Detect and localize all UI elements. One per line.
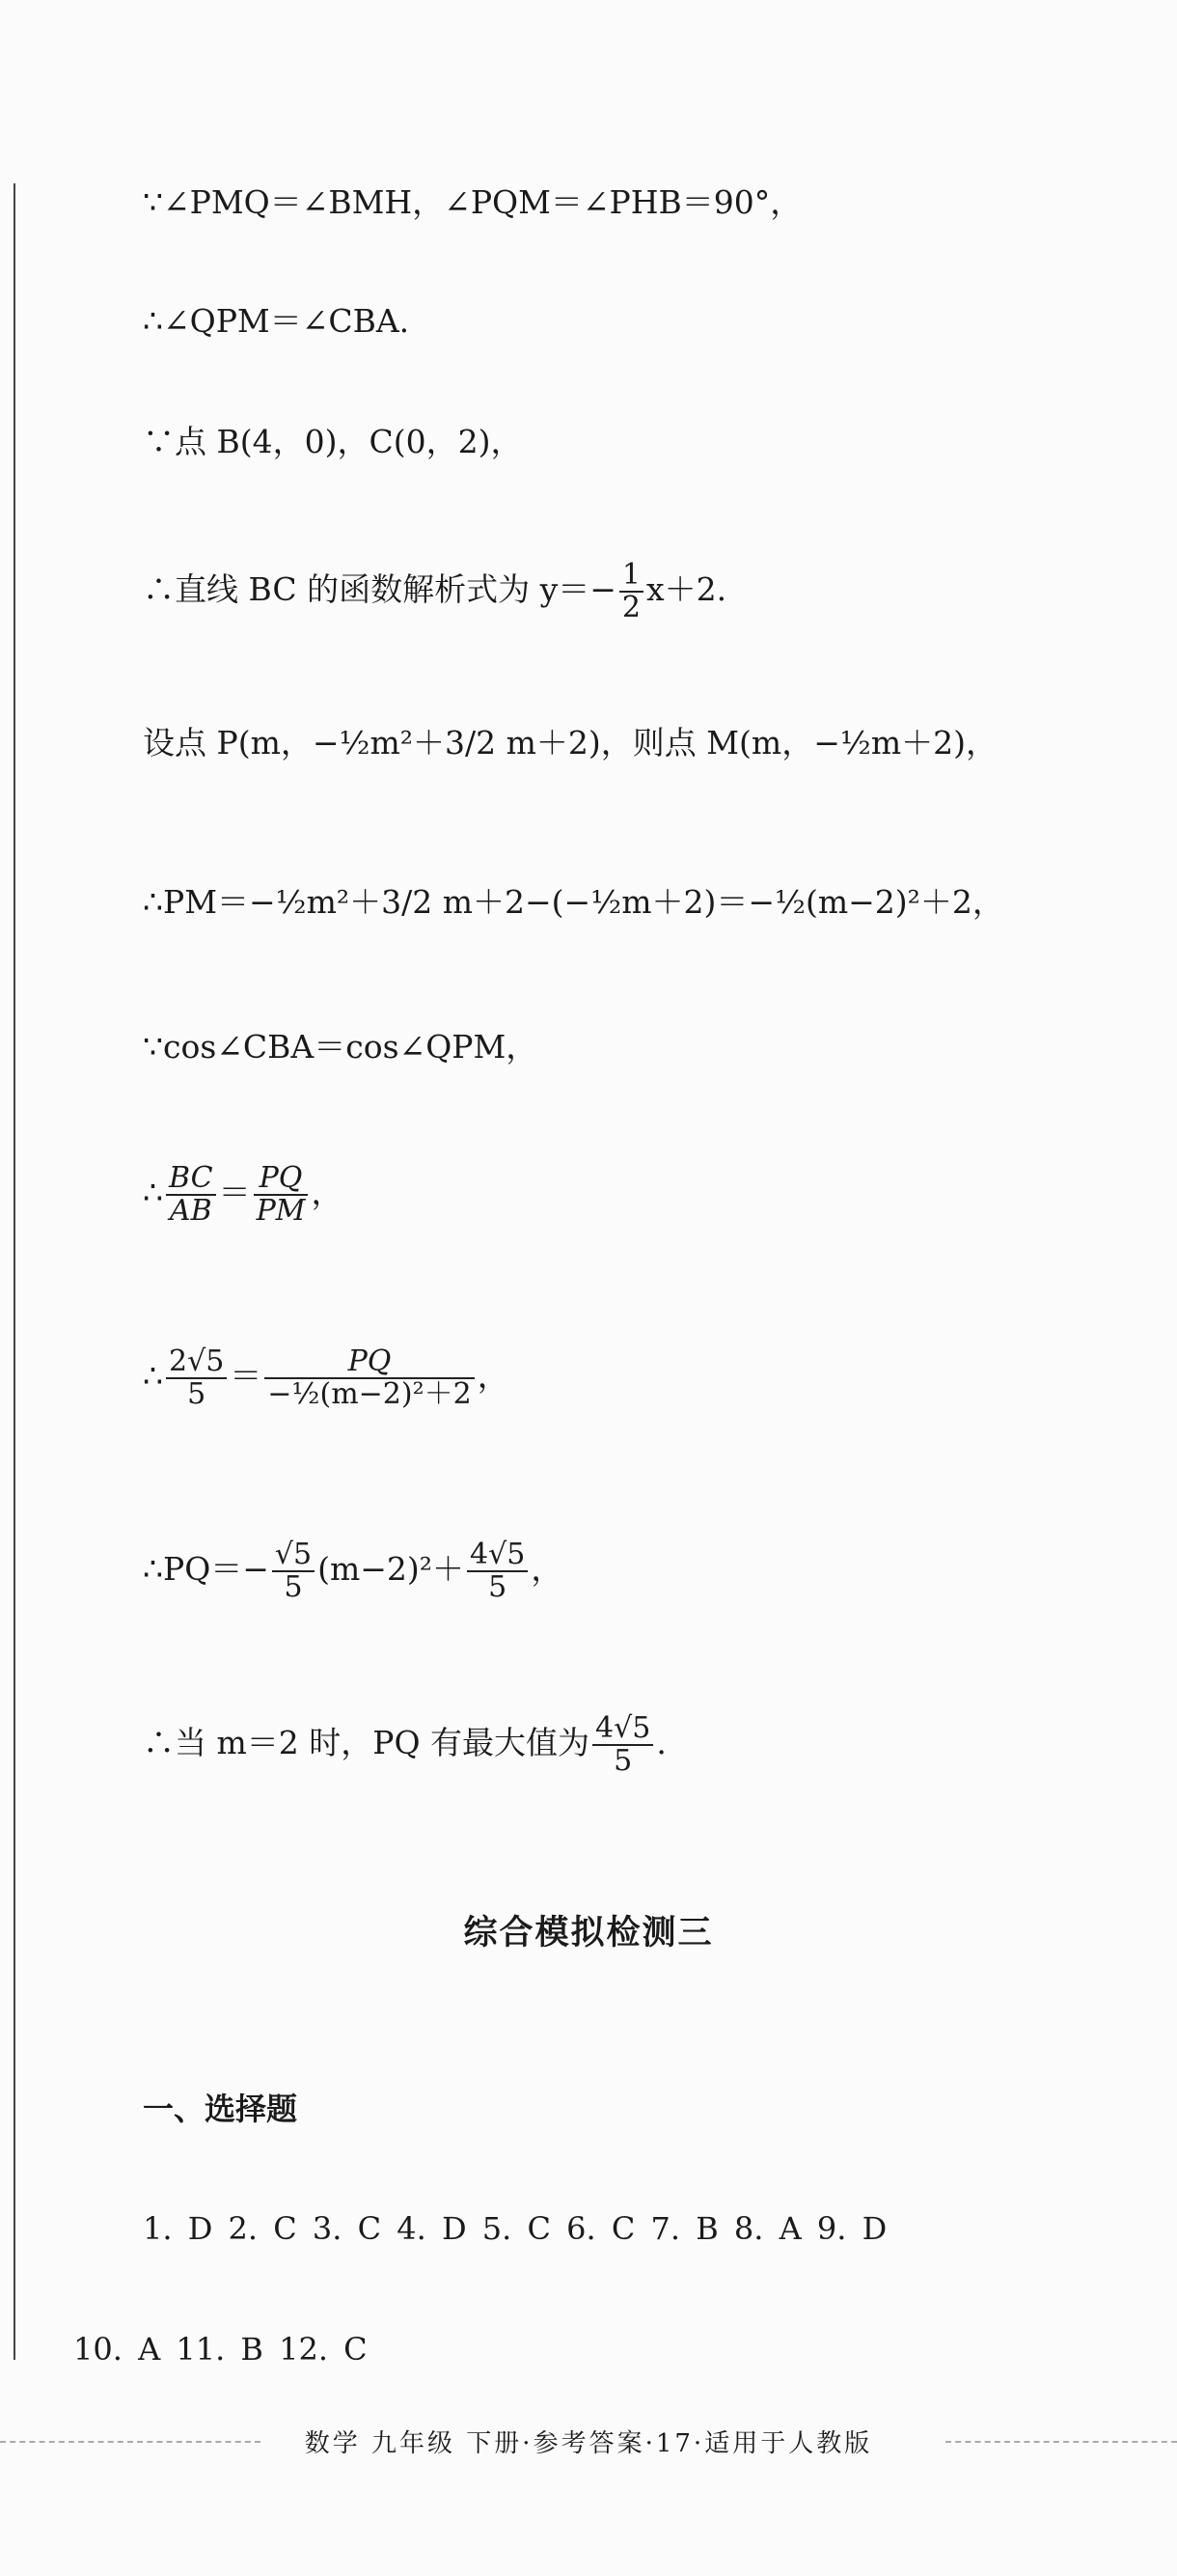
fraction-4root5-over-5-a: $\frac{4√5}{5}$ [467,1539,528,1603]
fraction-pq-pm: $\frac{PQ}{PM}$ [254,1163,309,1227]
solution-line-11: ∴当 m＝2 时，PQ 有最大值为 $\frac{4√5}{5}$ . [143,1711,667,1778]
line-3-text: ∵点 B(4，0)，C(0，2)， [143,423,523,460]
fraction-2root5-over-5: $\frac{2√5}{5}$ [166,1346,227,1410]
line-8-pre: ∴ [143,1174,163,1211]
left-margin-rule [14,183,15,2360]
solution-line-2 [143,302,409,341]
line-7-text: ∵cos∠CBA＝cos∠QPM， [143,1028,538,1066]
fraction-pq-over-expression: $\frac{PQ}{\text{−½(m−2)²＋2}}$ [264,1346,474,1410]
line-2-text: ∴∠QPM＝∠CBA. [143,302,410,340]
fraction-4root5-over-5-b: $\frac{4√5}{5}$ [592,1713,653,1777]
solution-line-5 [143,724,998,762]
section-title: 综合模拟检测三 [463,1913,714,1953]
solution-line-10: ∴PQ＝− $\frac{√5}{5}$ (m−2)²＋ $\frac{4√5}{5}$ ， [143,1537,563,1604]
answers-row-2: 10. A 11. B 12. C [73,2331,368,2368]
solution-line-8: ∴ $\frac{BC}{AB}$ ＝ $\frac{PQ}{PM}$ ， [143,1161,343,1228]
line-4-post: x＋2. [645,570,727,608]
section-heading-choice: 一、选择题 [143,2091,298,2127]
fraction-bc-ab: $\frac{BC}{AB}$ [166,1163,216,1227]
line-10-mid: (m−2)²＋ [317,1550,465,1588]
answers-row-1: 1. D 2. C 3. C 4. D 5. C 6. C 7. B 8. A 9. D [143,2210,888,2247]
page-footer: 数学 九年级 下册·参考答案·17·适用于人教版 [304,2429,873,2458]
line-6-text: ∴PM＝−½m²＋3/2 m＋2−(−½m＋2)＝−½(m−2)²＋2， [143,883,1004,921]
fraction-root5-over-5: $\frac{√5}{5}$ [272,1539,315,1603]
line-1-text: ∵∠PMQ＝∠BMH，∠PQM＝∠PHB＝90°， [143,183,803,221]
fraction-half: $\frac{1}{2}$ [619,560,643,623]
solution-line-7 [143,1028,537,1066]
solution-line-6 [143,883,1004,922]
solution-line-3 [143,423,522,461]
line-10-pre: ∴PQ＝− [143,1550,269,1588]
line-5-text: 设点 P(m，−½m²＋3/2 m＋2)，则点 M(m，−½m＋2)， [143,724,999,762]
solution-line-4 [143,560,726,623]
solution-line-9: ∴ $\frac{2√5}{5}$ ＝ $\frac{PQ}{\text{−½(m−2)²＋2}}$ ， [143,1344,509,1411]
line-4-pre: ∴直线 BC 的函数解析式为 y＝− [143,570,616,608]
solution-line-1 [143,183,802,222]
line-9-pre: ∴ [143,1357,163,1395]
line-11-pre: ∴当 m＝2 时，PQ 有最大值为 [143,1724,590,1761]
